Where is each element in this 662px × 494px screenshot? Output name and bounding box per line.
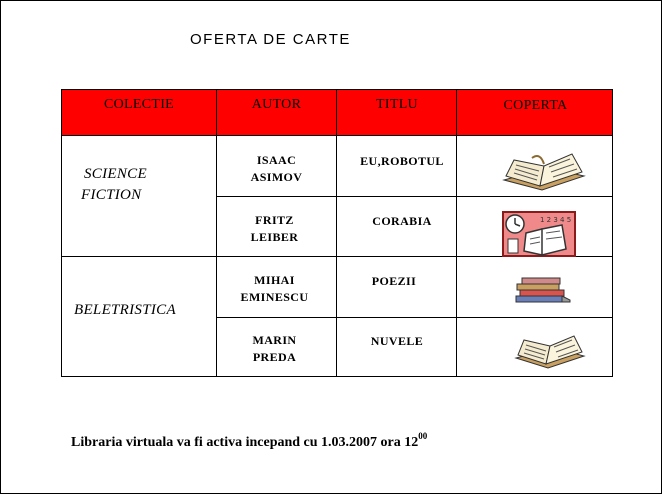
author-cell bbox=[217, 272, 332, 306]
author-line: ASIMOV bbox=[250, 170, 303, 184]
header-coperta: COPERTA bbox=[503, 98, 568, 113]
table-line-row3 bbox=[217, 317, 613, 318]
reading-book-icon bbox=[502, 211, 576, 257]
author-line: ISAAC bbox=[256, 153, 297, 167]
title-cell: EU,ROBOTUL bbox=[360, 154, 444, 168]
table-line-bottom bbox=[61, 376, 613, 377]
header-titlu: TITLU bbox=[376, 97, 418, 112]
genre-science-fiction bbox=[81, 164, 147, 206]
open-book-icon bbox=[514, 332, 586, 370]
author-cell bbox=[217, 332, 332, 366]
footer-text: Libraria virtuala va fi activa incepand cu 1.03.2007 ora 12 bbox=[71, 435, 419, 450]
svg-text:1 2 3 4 5: 1 2 3 4 5 bbox=[540, 216, 572, 224]
open-book-icon bbox=[502, 150, 586, 192]
author-line: LEIBER bbox=[250, 230, 299, 244]
table-line-right bbox=[612, 89, 613, 376]
title-cell: POEZII bbox=[371, 274, 417, 288]
book-stack-icon bbox=[514, 276, 572, 304]
header-colectie: COLECTIE bbox=[103, 97, 175, 112]
author-line: MARIN bbox=[252, 333, 297, 347]
table-line-row1 bbox=[217, 196, 613, 197]
table-line-top bbox=[61, 89, 613, 90]
genre-line: SCIENCE bbox=[84, 166, 147, 182]
table-line-left bbox=[61, 89, 62, 376]
header-autor: AUTOR bbox=[251, 97, 302, 112]
author-line: MIHAI bbox=[254, 273, 295, 287]
author-line: PREDA bbox=[252, 350, 297, 364]
author-line: EMINESCU bbox=[240, 290, 309, 304]
footer-superscript: 00 bbox=[418, 431, 428, 441]
page-title: OFERTA DE CARTE bbox=[190, 31, 351, 48]
table-line-header-bottom bbox=[61, 135, 613, 136]
title-cell: CORABIA bbox=[372, 214, 432, 228]
footer-note bbox=[71, 431, 427, 451]
author-cell bbox=[217, 212, 332, 246]
genre-line: FICTION bbox=[81, 187, 142, 203]
author-line: FRITZ bbox=[255, 213, 294, 227]
author-cell bbox=[217, 152, 336, 186]
genre-beletristica: BELETRISTICA bbox=[74, 302, 176, 318]
title-cell: NUVELE bbox=[370, 334, 424, 348]
